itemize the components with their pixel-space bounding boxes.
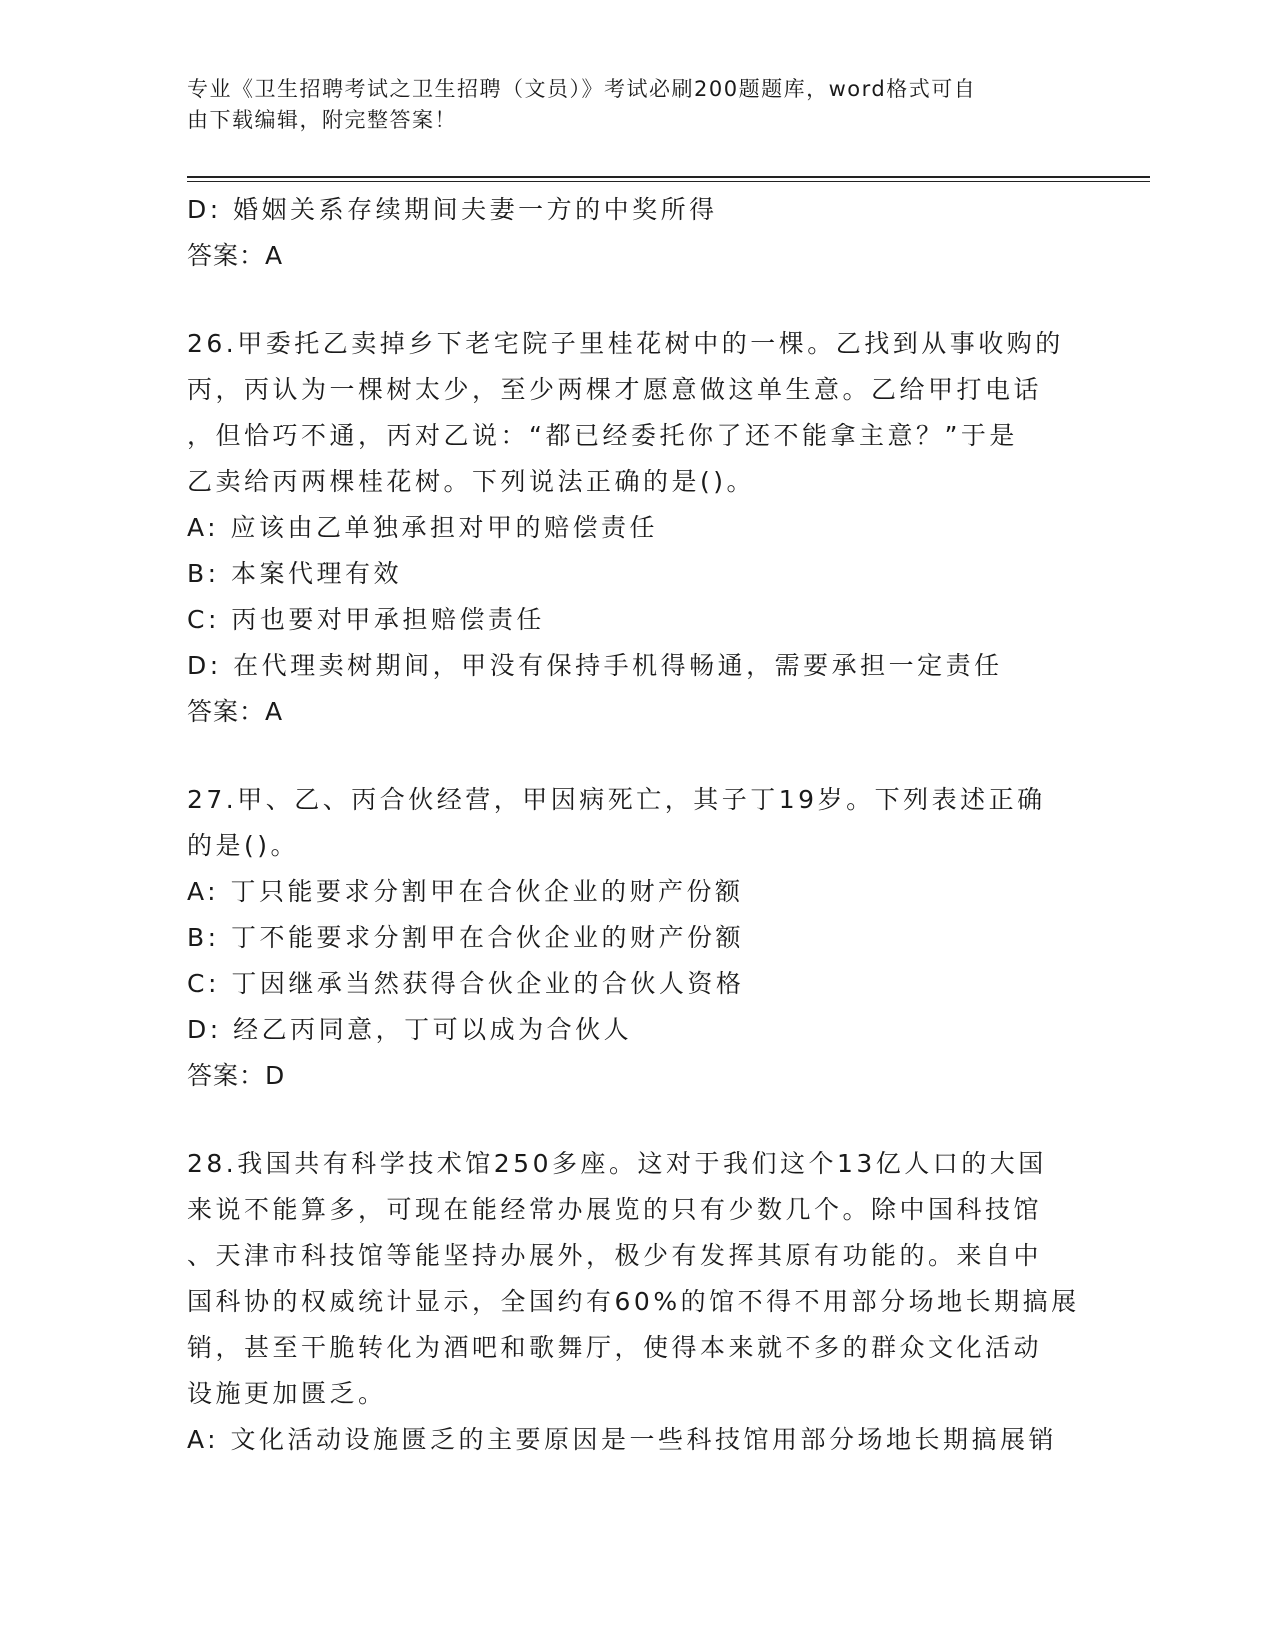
option-a: A: 丁只能要求分割甲在合伙企业的财产份额 xyxy=(187,877,744,906)
header-divider-thin xyxy=(187,181,1150,182)
option-d: D: 在代理卖树期间，甲没有保持手机得畅通，需要承担一定责任 xyxy=(187,651,1003,680)
option-c: C: 丁因继承当然获得合伙企业的合伙人资格 xyxy=(187,969,745,998)
answer-line: 答案：A xyxy=(187,241,284,270)
answer-line: 答案：D xyxy=(187,1061,286,1090)
question-27 xyxy=(187,777,1082,1099)
header-line-1: 专业《卫生招聘考试之卫生招聘（文员）》考试必刷200题题库，word格式可自 xyxy=(187,77,977,101)
question-text-line: ，但恰巧不通，丙对乙说：“都已经委托你了还不能拿主意？”于是 xyxy=(187,421,1018,450)
document-body xyxy=(187,187,1082,1463)
option-b: B: 丁不能要求分割甲在合伙企业的财产份额 xyxy=(187,923,745,952)
option-c: C: 丙也要对甲承担赔偿责任 xyxy=(187,605,545,634)
option-b: B: 本案代理有效 xyxy=(187,559,403,588)
answer-line: 答案：A xyxy=(187,697,284,726)
question-text-line: 来说不能算多，可现在能经常办展览的只有少数几个。除中国科技馆 xyxy=(187,1195,1043,1224)
option-a: A: 应该由乙单独承担对甲的赔偿责任 xyxy=(187,513,659,542)
header-divider-thick xyxy=(187,176,1150,178)
question-text-line: 丙，丙认为一棵树太少，至少两棵才愿意做这单生意。乙给甲打电话 xyxy=(187,375,1043,404)
question-text-line: 27.甲、乙、丙合伙经营，甲因病死亡，其子丁19岁。下列表述正确 xyxy=(187,785,1046,814)
question-text-line: 、天津市科技馆等能坚持办展外，极少有发挥其原有功能的。来自中 xyxy=(187,1241,1043,1270)
question-text-line: 的是()。 xyxy=(187,831,300,860)
header-line-2: 由下载编辑，附完整答案！ xyxy=(187,108,457,132)
question-text-line: 乙卖给丙两棵桂花树。下列说法正确的是()。 xyxy=(187,467,756,496)
question-text-line: 28.我国共有科学技术馆250多座。这对于我们这个13亿人口的大国 xyxy=(187,1149,1047,1178)
question-26 xyxy=(187,321,1082,735)
option-a: A: 文化活动设施匮乏的主要原因是一些科技馆用部分场地长期搞展销 xyxy=(187,1425,1058,1454)
page-header xyxy=(187,74,1067,136)
question-text-line: 销，甚至干脆转化为酒吧和歌舞厅，使得本来就不多的群众文化活动 xyxy=(187,1333,1043,1362)
question-25-tail xyxy=(187,187,1082,279)
question-text-line: 26.甲委托乙卖掉乡下老宅院子里桂花树中的一棵。乙找到从事收购的 xyxy=(187,329,1064,358)
question-text-line: 国科协的权威统计显示，全国约有60%的馆不得不用部分场地长期搞展 xyxy=(187,1287,1080,1316)
question-text-line: 设施更加匮乏。 xyxy=(187,1379,387,1408)
question-28 xyxy=(187,1141,1082,1463)
option-d: D: 婚姻关系存续期间夫妻一方的中奖所得 xyxy=(187,195,718,224)
spacer xyxy=(187,735,1082,777)
option-d: D: 经乙丙同意，丁可以成为合伙人 xyxy=(187,1015,633,1044)
spacer xyxy=(187,1099,1082,1141)
spacer xyxy=(187,279,1082,321)
